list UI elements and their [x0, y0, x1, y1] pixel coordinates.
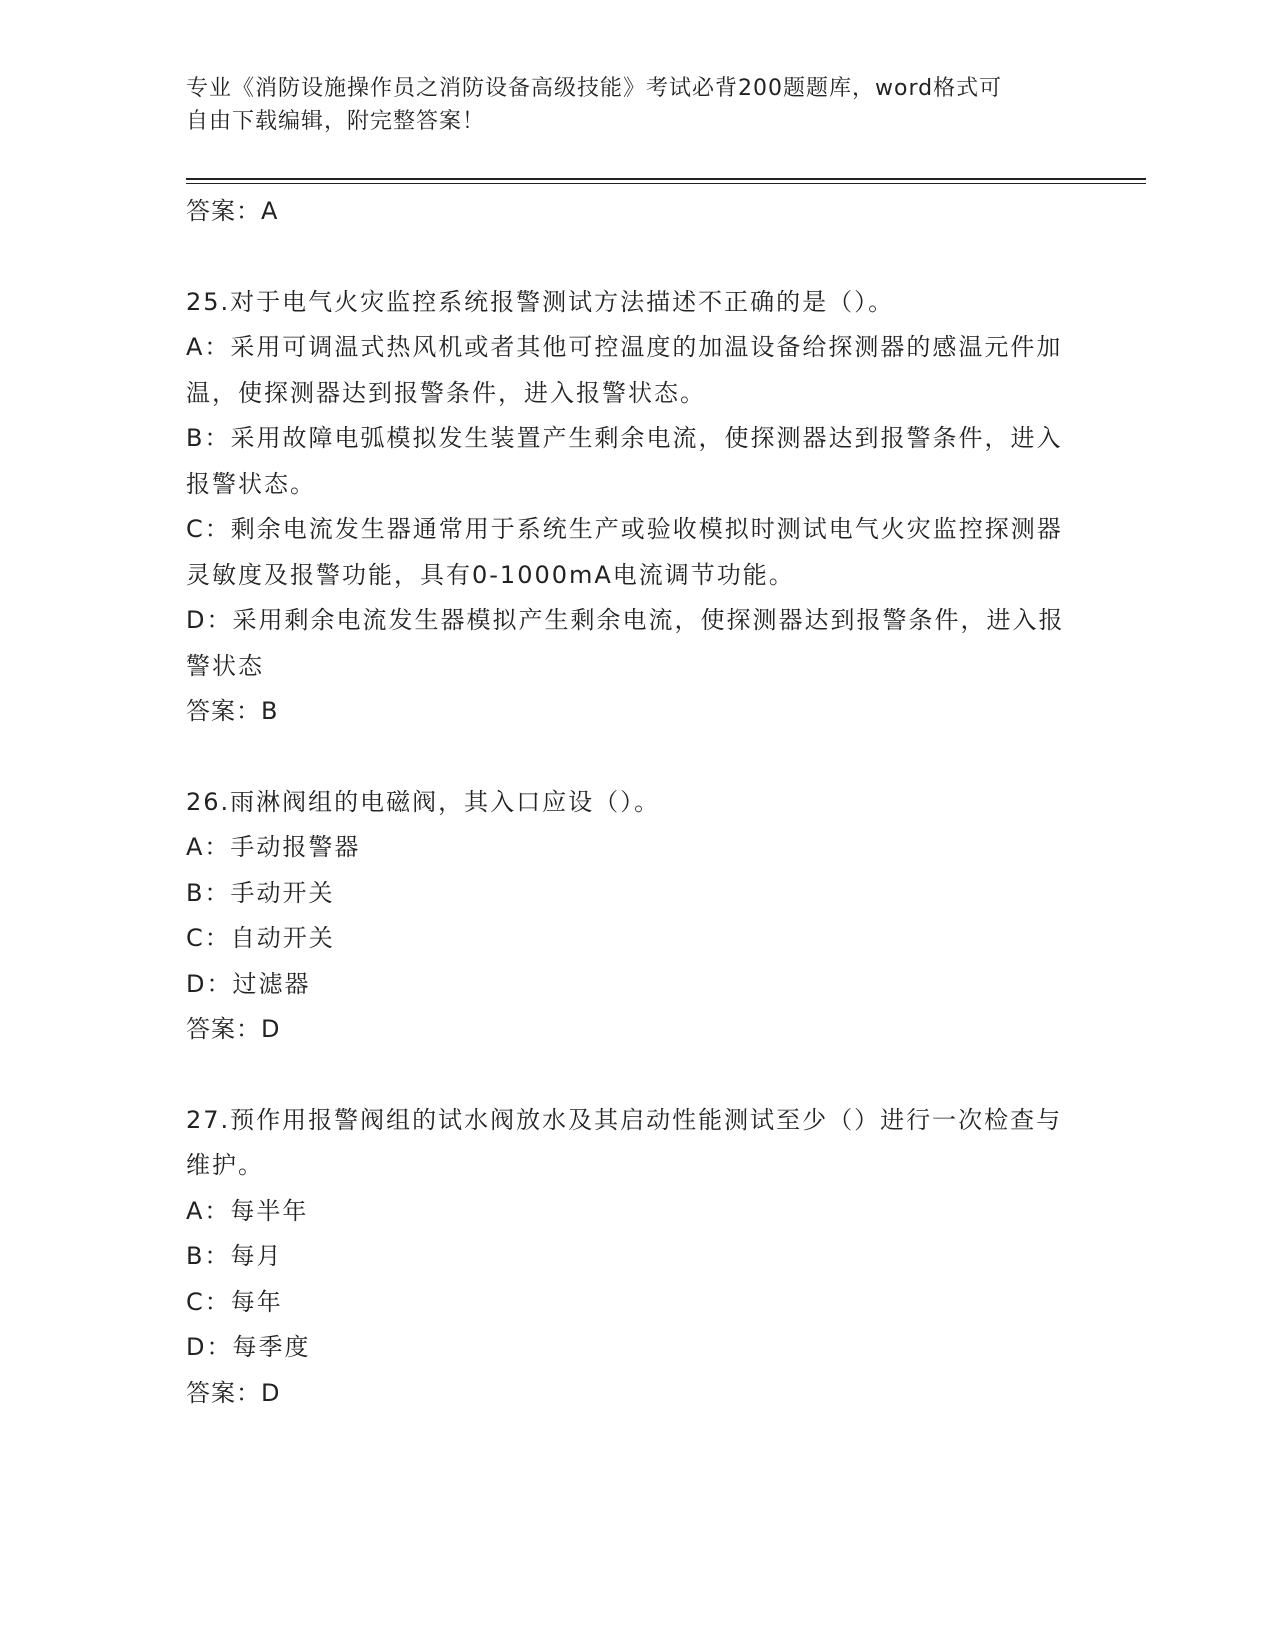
question-block-25: [186, 280, 1086, 735]
header-rule-thin: [186, 183, 1146, 184]
header-line-2: 自由下载编辑，附完整答案！: [186, 109, 486, 134]
question-block-27: [186, 1098, 1086, 1417]
answer: 答案：D: [186, 1015, 281, 1043]
answer-24: 答案：A: [186, 197, 279, 225]
option-d: D：采用剩余电流发生器模拟产生剩余电流，使探测器达到报警条件，进入报警状态: [186, 606, 1065, 680]
answer: 答案：B: [186, 697, 279, 725]
answer: 答案：D: [186, 1378, 281, 1407]
question-text: 27.预作用报警阀组的试水阀放水及其启动性能测试至少（）进行一次检查与维护。: [186, 1105, 1063, 1179]
document-body: [186, 189, 1086, 1416]
question-text: 25.对于电气火灾监控系统报警测试方法描述不正确的是（）。: [186, 287, 895, 316]
option-b: B：采用故障电弧模拟发生装置产生剩余电流，使探测器达到报警条件，进入报警状态。: [186, 424, 1063, 498]
option-b: B：手动开关: [186, 878, 335, 907]
header-rule-thick: [186, 178, 1146, 180]
option-a: A：采用可调温式热风机或者其他可控温度的加温设备给探测器的感温元件加温，使探测器达到报警条件，进入报警状态。: [186, 333, 1063, 407]
question-block-26: [186, 780, 1086, 1053]
option-c: C：剩余电流发生器通常用于系统生产或验收模拟时测试电气火灾监控探测器灵敏度及报警功能，具有0-1000mA电流调节功能。: [186, 515, 1063, 589]
header-line-1: 专业《消防设施操作员之消防设备高级技能》考试必背200题题库，word格式可: [186, 76, 1003, 101]
option-c: C：每年: [186, 1287, 283, 1316]
option-b: B：每月: [186, 1242, 283, 1270]
document-header: [186, 72, 1086, 138]
option-c: C：自动开关: [186, 924, 335, 952]
option-d: D：每季度: [186, 1333, 311, 1361]
option-a: A：手动报警器: [186, 833, 361, 861]
option-d: D：过滤器: [186, 969, 311, 998]
option-a: A：每半年: [186, 1196, 309, 1225]
question-text: 26.雨淋阀组的电磁阀，其入口应设（）。: [186, 787, 661, 816]
